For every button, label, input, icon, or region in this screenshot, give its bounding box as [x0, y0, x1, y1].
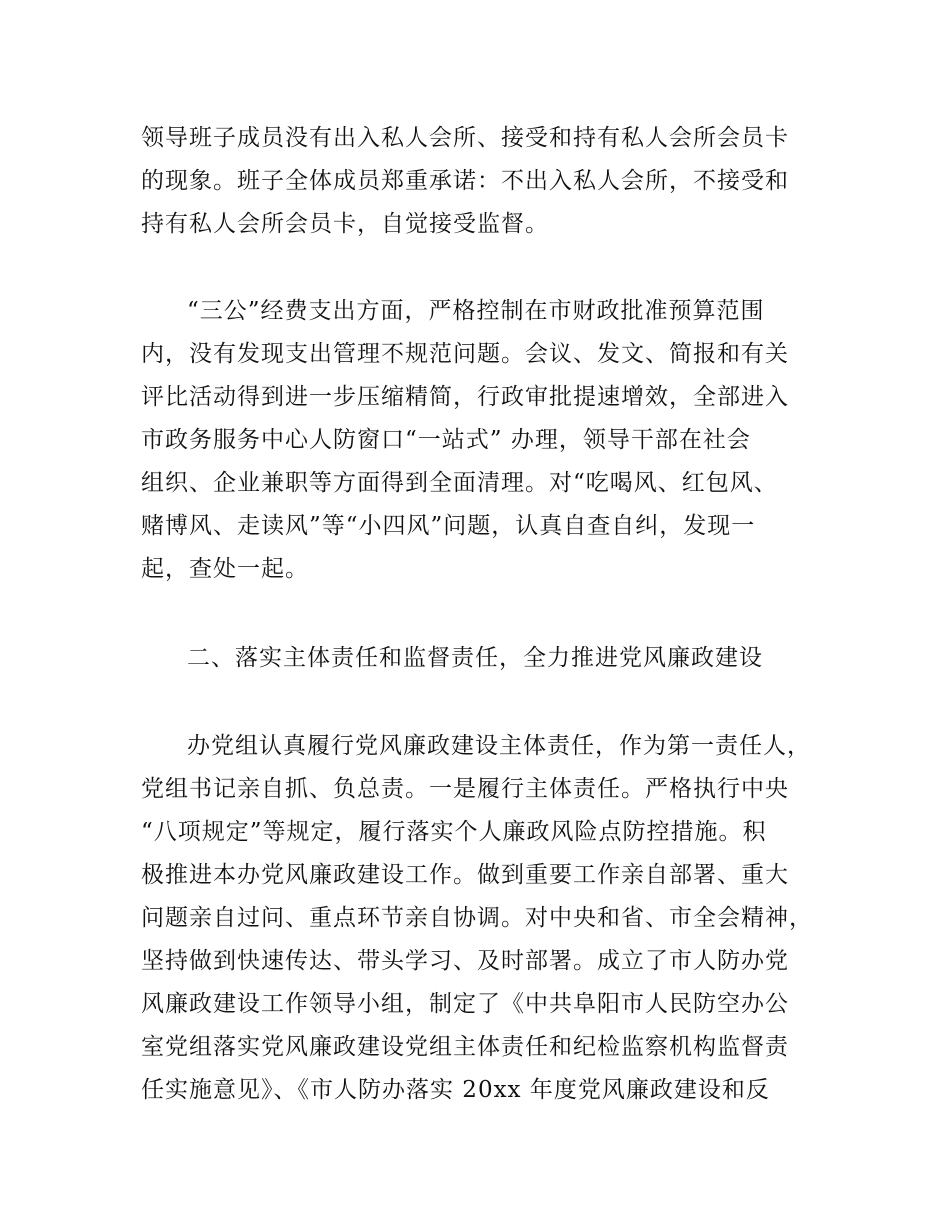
paragraph-party-group-responsibility [141, 725, 821, 1112]
text-line: 赌博风、走读风”等“小四风”问题，认真自查自纠，发现一 [141, 513, 756, 539]
text-line: 的现象。班子全体成员郑重承诺：不出入私人会所，不接受和 [141, 168, 789, 194]
text-line: 坚持做到快速传达、带头学习、及时部署。成立了市人防办党 [141, 948, 789, 974]
text-line: 持有私人会所会员卡，自觉接受监督。 [141, 211, 549, 237]
text-line: 起，查处一起。 [141, 556, 309, 582]
text-line: 党组书记亲自抓、负总责。一是履行主体责任。严格执行中央 [141, 776, 789, 802]
section-heading-text: 二、落实主体责任和监督责任，全力推进党风廉政建设 [187, 645, 763, 671]
text-line: “三公”经费支出方面，严格控制在市财政批准预算范围 [187, 298, 765, 324]
section-heading [141, 637, 821, 680]
paragraph-three-public-expenses [141, 290, 821, 591]
text-line: 极推进本办党风廉政建设工作。做到重要工作亲自部署、重大 [141, 862, 789, 888]
text-line: 评比活动得到进一步压缩精简，行政审批提速增效，全部进入 [141, 384, 789, 410]
text-line: 内，没有发现支出管理不规范问题。会议、发文、简报和有关 [141, 341, 789, 367]
text-line: 风廉政建设工作领导小组，制定了《中共阜阳市人民防空办公 [141, 991, 789, 1017]
text-line: 办党组认真履行党风廉政建设主体责任，作为第一责任人， [187, 733, 811, 759]
text-line: 市政务服务中心人防窗口“一站式” 办理，领导干部在社会 [141, 427, 751, 453]
text-line: 任实施意见》、《市人防办落实 20xx 年度党风廉政建设和反 [141, 1077, 770, 1103]
text-line: 问题亲自过问、重点环节亲自协调。对中央和省、市全会精神， [141, 905, 813, 931]
paragraph-private-clubs [141, 117, 821, 246]
text-line: 组织、企业兼职等方面得到全面清理。对“吃喝风、红包风、 [141, 470, 778, 496]
text-line: 室党组落实党风廉政建设党组主体责任和纪检监察机构监督责 [141, 1034, 789, 1060]
text-line: “八项规定”等规定，履行落实个人廉政风险点防控措施。积 [141, 819, 767, 845]
text-line: 领导班子成员没有出入私人会所、接受和持有私人会所会员卡 [141, 125, 789, 151]
